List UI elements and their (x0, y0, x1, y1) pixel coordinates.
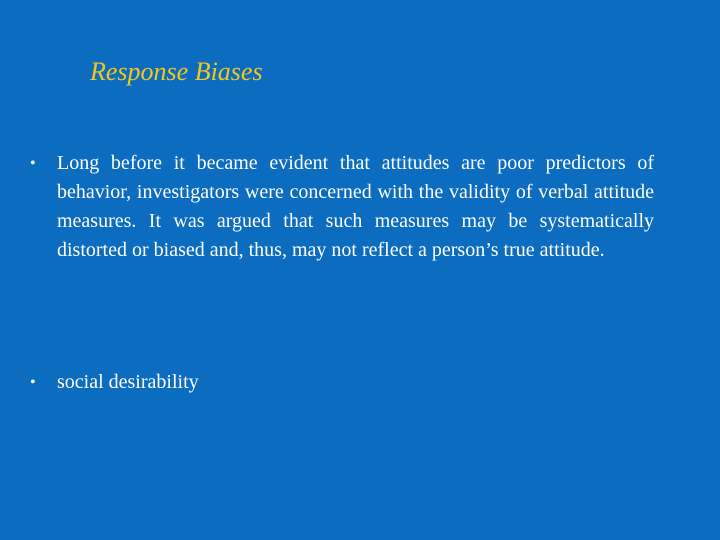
bullet-item (30, 368, 654, 397)
bullet-dot-icon: • (30, 155, 36, 172)
slide-title: Response Biases (90, 57, 263, 86)
bullet-text: social desirability (57, 371, 199, 393)
bullet-text: Long before it became evident that attitudes are poor predictors of behavior, investigators were concerned with the validity of verbal attitude measures. It was argued that such measures may be systematically distorted or biased and, thus, may not reflect a person’s true attitude. (57, 152, 654, 261)
bullet-item (30, 149, 654, 265)
bullet-dot-icon: • (30, 374, 36, 391)
